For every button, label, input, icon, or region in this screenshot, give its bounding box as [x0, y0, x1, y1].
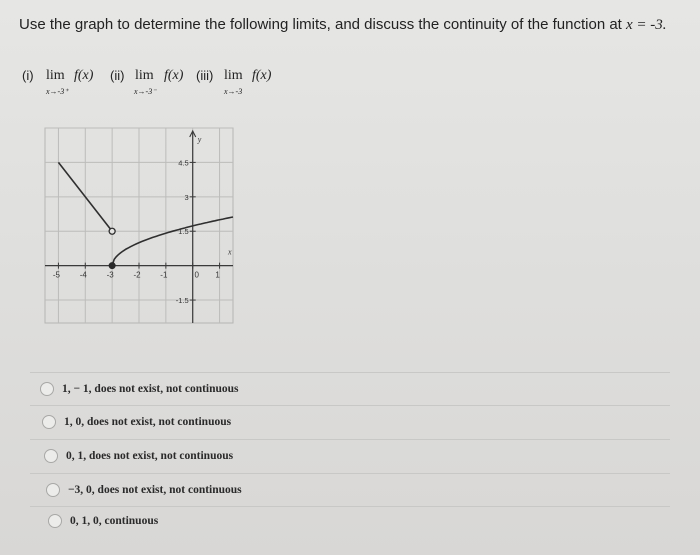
answer-option-4[interactable] [46, 477, 666, 503]
x-axis-label: x [228, 247, 232, 257]
y-tick-label: 1.5 [178, 227, 189, 237]
option-divider [30, 473, 670, 474]
limit-function: f(x) [252, 68, 272, 83]
option-divider [30, 506, 670, 507]
y-tick-label: 4.5 [178, 158, 189, 168]
x-tick-label: -2 [133, 270, 141, 280]
radio-button[interactable] [40, 382, 54, 396]
open-point [109, 228, 115, 234]
y-axis-label: y [197, 135, 202, 144]
limit-lim: lim [224, 68, 243, 83]
x-tick-label: -5 [52, 270, 60, 280]
limit-subscript: x→-3⁻ [134, 87, 157, 96]
option-divider [30, 405, 670, 406]
x-tick-label: -1 [160, 270, 168, 280]
limit-lim: lim [135, 68, 154, 83]
limit-number: (ii) [110, 68, 125, 83]
answer-option-3[interactable] [44, 443, 664, 469]
graph-curves [58, 162, 233, 268]
option-label: −3, 0, does not exist, not continuous [68, 484, 242, 496]
x-tick-label: 1 [215, 270, 220, 280]
option-label: 1, 0, does not exist, not continuous [64, 416, 232, 428]
sqrt-curve [112, 217, 233, 266]
option-label: 0, 1, does not exist, not continuous [66, 450, 234, 462]
limit-subscript: x→-3⁺ [46, 87, 69, 96]
option-label: 0, 1, 0, continuous [70, 515, 159, 527]
limit-lim: lim [46, 68, 65, 83]
option-divider [30, 439, 670, 440]
closed-point [109, 263, 115, 269]
radio-button[interactable] [46, 483, 60, 497]
graph-grid [45, 128, 233, 323]
answer-option-1[interactable] [40, 376, 660, 402]
option-label: 1, − 1, does not exist, not continuous [62, 383, 239, 395]
x-tick-label: -4 [79, 270, 87, 280]
limit-function: f(x) [74, 68, 94, 83]
x-tick-label: -3 [106, 270, 114, 280]
radio-button[interactable] [48, 514, 62, 528]
answer-option-2[interactable] [42, 409, 662, 435]
limit-number: (iii) [196, 68, 214, 83]
radio-button[interactable] [42, 415, 56, 429]
option-divider [30, 372, 670, 373]
limit-subscript: x→-3 [224, 87, 243, 96]
question-math: x = -3. [626, 17, 667, 33]
limit-number: (i) [22, 68, 34, 83]
x-tick-label: 0 [194, 270, 199, 280]
y-tick-label: 3 [184, 192, 189, 202]
radio-button[interactable] [44, 449, 58, 463]
limit-function: f(x) [164, 68, 184, 83]
question-prefix: Use the graph to determine the following limits, and discuss the continuity of the function at [19, 16, 627, 33]
answer-option-5[interactable] [48, 508, 668, 534]
y-tick-label: -1.5 [175, 296, 189, 306]
